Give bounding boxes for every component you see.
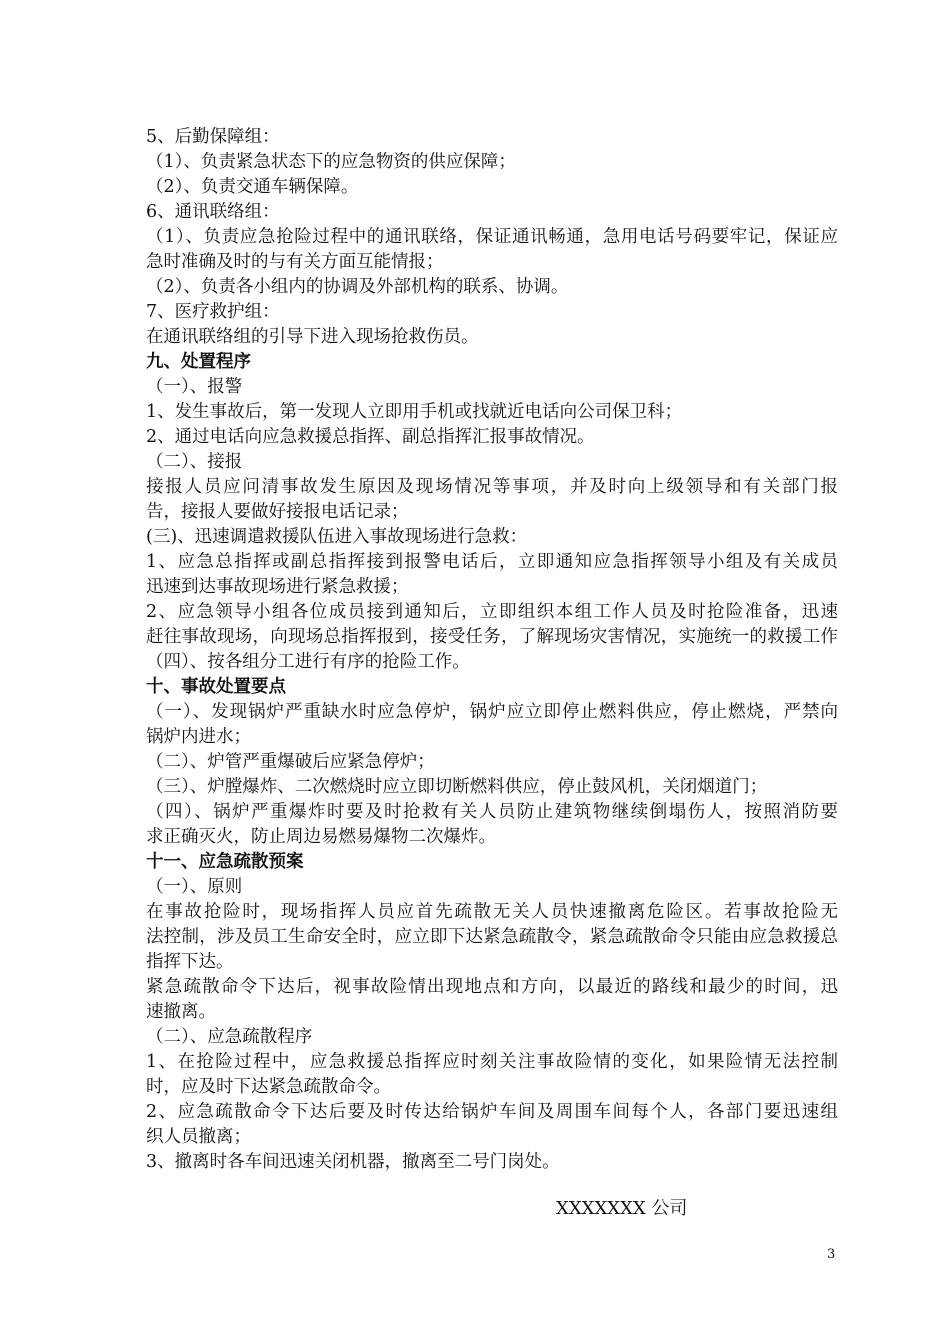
text-line: 1、发生事故后，第一发现人立即用手机或找就近电话向公司保卫科； bbox=[146, 402, 683, 422]
text-line: 在通讯联络组的引导下进入现场抢救伤员。 bbox=[146, 327, 479, 347]
text-line: 2、应急领导小组各位成员接到通知后，立即组织本组工作人员及时抢险准备，迅速 bbox=[146, 602, 838, 622]
text-line: （二）、应急疏散程序 bbox=[146, 1027, 313, 1047]
text-line: 赶往事故现场，向现场总指挥报到，接受任务，了解现场灾害情况，实施统一的救援工作 bbox=[146, 627, 838, 647]
text-line: 迅速到达事故现场进行紧急救援； bbox=[146, 577, 409, 597]
page-number: 3 bbox=[827, 1247, 836, 1262]
text-line: 7、医疗救护组： bbox=[146, 302, 280, 322]
text-line: 6、通讯联络组： bbox=[146, 202, 280, 222]
text-line: 锅炉内进水； bbox=[146, 727, 251, 747]
section-heading: 十、事故处置要点 bbox=[146, 677, 286, 697]
text-line: 接报人员应问清事故发生原因及现场情况等事项，并及时向上级领导和有关部门报 bbox=[146, 477, 838, 497]
text-line: 法控制，涉及员工生命安全时，应立即下达紧急疏散令，紧急疏散命令只能由应急救援总 bbox=[146, 927, 838, 947]
text-line: （一）、原则 bbox=[146, 877, 243, 897]
text-line: (三)、迅速调遣救援队伍进入事故现场进行急救： bbox=[146, 527, 528, 547]
text-line: 求正确灭火，防止周边易燃易爆物二次爆炸。 bbox=[146, 827, 496, 847]
text-line: 在事故抢险时，现场指挥人员应首先疏散无关人员快速撤离危险区。若事故抢险无 bbox=[146, 902, 838, 922]
text-line: 紧急疏散命令下达后，视事故险情出现地点和方向，以最近的路线和最少的时间，迅 bbox=[146, 977, 838, 997]
text-line: 时，应及时下达紧急疏散命令。 bbox=[146, 1077, 391, 1097]
text-line: （2）、负责各小组内的协调及外部机构的联系、协调。 bbox=[146, 277, 569, 297]
text-line: （一）、发现锅炉严重缺水时应急停炉，锅炉应立即停止燃料供应，停止燃烧，严禁向 bbox=[146, 702, 838, 722]
text-line: 指挥下达。 bbox=[146, 952, 234, 972]
text-line: 急时准确及时的与有关方面互能情报； bbox=[146, 252, 444, 272]
text-line: 织人员撤离； bbox=[146, 1127, 251, 1147]
text-line: 3、撤离时各车间迅速关闭机器，撤离至二号门岗处。 bbox=[146, 1152, 560, 1172]
text-line: （二）、接报 bbox=[146, 452, 243, 472]
text-line: （一）、报警 bbox=[146, 377, 243, 397]
text-line: 2、通过电话向应急救援总指挥、副总指挥汇报事故情况。 bbox=[146, 427, 595, 447]
text-line: 5、后勤保障组： bbox=[146, 127, 280, 147]
text-line: （二）、炉管严重爆破后应紧急停炉； bbox=[146, 752, 435, 772]
text-line: （四）、锅炉严重爆炸时要及时抢救有关人员防止建筑物继续倒塌伤人，按照消防要 bbox=[146, 802, 838, 822]
section-heading: 十一、应急疏散预案 bbox=[146, 852, 304, 872]
text-line: 1、在抢险过程中，应急救援总指挥应时刻关注事故险情的变化，如果险情无法控制 bbox=[146, 1052, 838, 1072]
section-heading: 九、处置程序 bbox=[146, 352, 251, 372]
text-line: （1）、负责紧急状态下的应急物资的供应保障； bbox=[146, 152, 516, 172]
text-line: （1）、负责应急抢险过程中的通讯联络，保证通讯畅通，急用电话号码要牢记，保证应 bbox=[146, 227, 838, 247]
company-signature: XXXXXXX 公司 bbox=[556, 1198, 688, 1219]
text-line: 告，接报人要做好接报电话记录； bbox=[146, 502, 409, 522]
text-line: 2、应急疏散命令下达后要及时传达给锅炉车间及周围车间每个人，各部门要迅速组 bbox=[146, 1102, 838, 1122]
text-line: （2）、负责交通车辆保障。 bbox=[146, 177, 359, 197]
text-line: 速撤离。 bbox=[146, 1002, 216, 1022]
text-line: （四）、按各组分工进行有序的抢险工作。 bbox=[146, 652, 470, 672]
text-line: （三）、炉膛爆炸、二次燃烧时应立即切断燃料供应，停止鼓风机，关闭烟道门； bbox=[146, 777, 768, 797]
text-line: 1、应急总指挥或副总指挥接到报警电话后，立即通知应急指挥领导小组及有关成员 bbox=[146, 552, 838, 572]
